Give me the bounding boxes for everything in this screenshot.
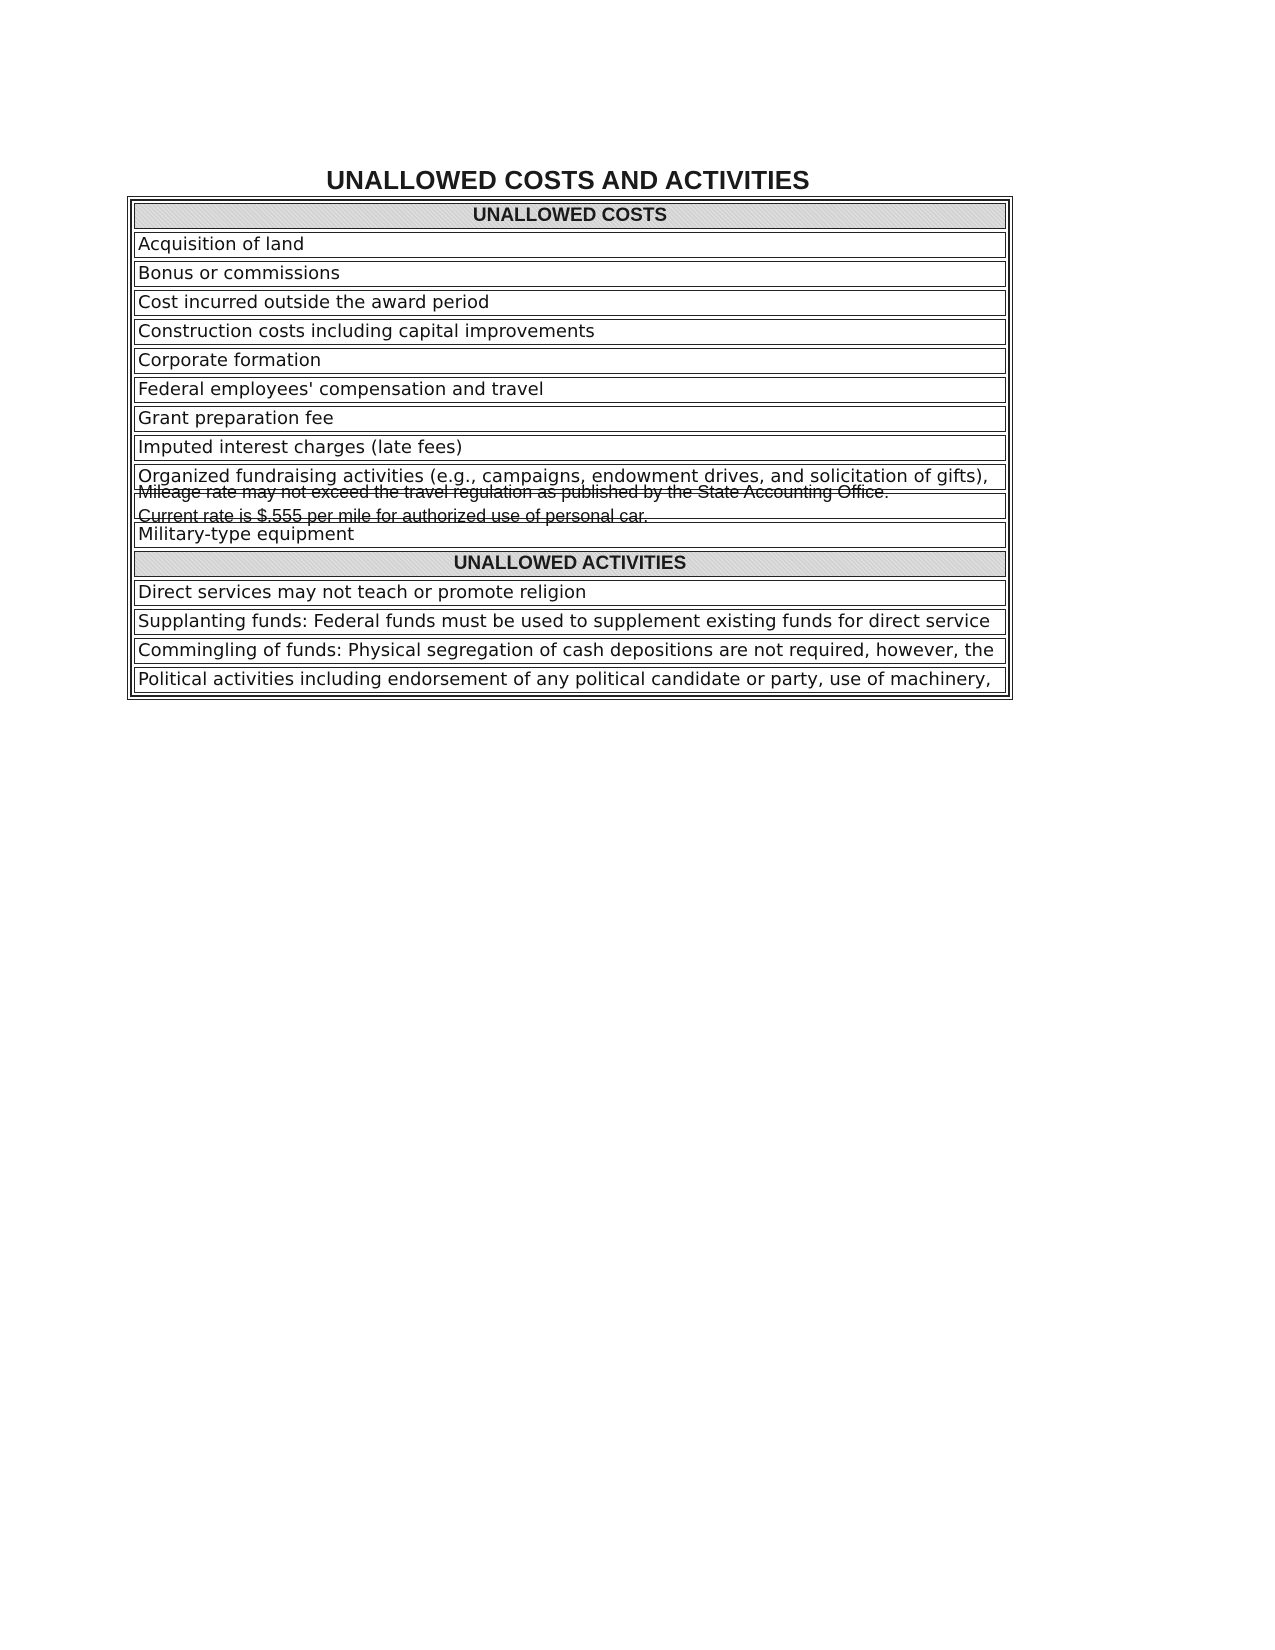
table-row: Organized fundraising activities (e.g., campaigns, endowment drives, and solicitation of gifts),: [134, 464, 1006, 490]
section-header-costs: UNALLOWED COSTS: [134, 203, 1006, 229]
table-row: Direct services may not teach or promote religion: [134, 580, 1006, 606]
page-title: UNALLOWED COSTS AND ACTIVITIES: [326, 165, 810, 195]
mileage-text-line1: Mileage rate may not exceed the travel regulation as published by the State Accounting Office.: [138, 482, 890, 502]
table-row: Federal employees' compensation and travel: [134, 377, 1006, 403]
mileage-text-line2: Current rate is $.555 per mile for authorized use of personal car.: [138, 506, 649, 526]
section-header-activities: UNALLOWED ACTIVITIES: [134, 551, 1006, 577]
table-row: Bonus or commissions: [134, 261, 1006, 287]
table-row: Commingling of funds: Physical segregation of cash depositions are not required, however, the: [134, 638, 1006, 664]
table-row: Construction costs including capital improvements: [134, 319, 1006, 345]
table-row: Supplanting funds: Federal funds must be used to supplement existing funds for direct service: [134, 609, 1006, 635]
table-row: Grant preparation fee: [134, 406, 1006, 432]
table-row: Acquisition of land: [134, 232, 1006, 258]
table-row: Political activities including endorsement of any political candidate or party, use of machinery,: [134, 667, 1006, 693]
table-row: Military-type equipment: [134, 522, 1006, 548]
table-row: Imputed interest charges (late fees): [134, 435, 1006, 461]
unallowed-table: [130, 199, 1010, 697]
table-row: Cost incurred outside the award period: [134, 290, 1006, 316]
table-row: Corporate formation: [134, 348, 1006, 374]
table-row-mileage: [134, 482, 1006, 526]
